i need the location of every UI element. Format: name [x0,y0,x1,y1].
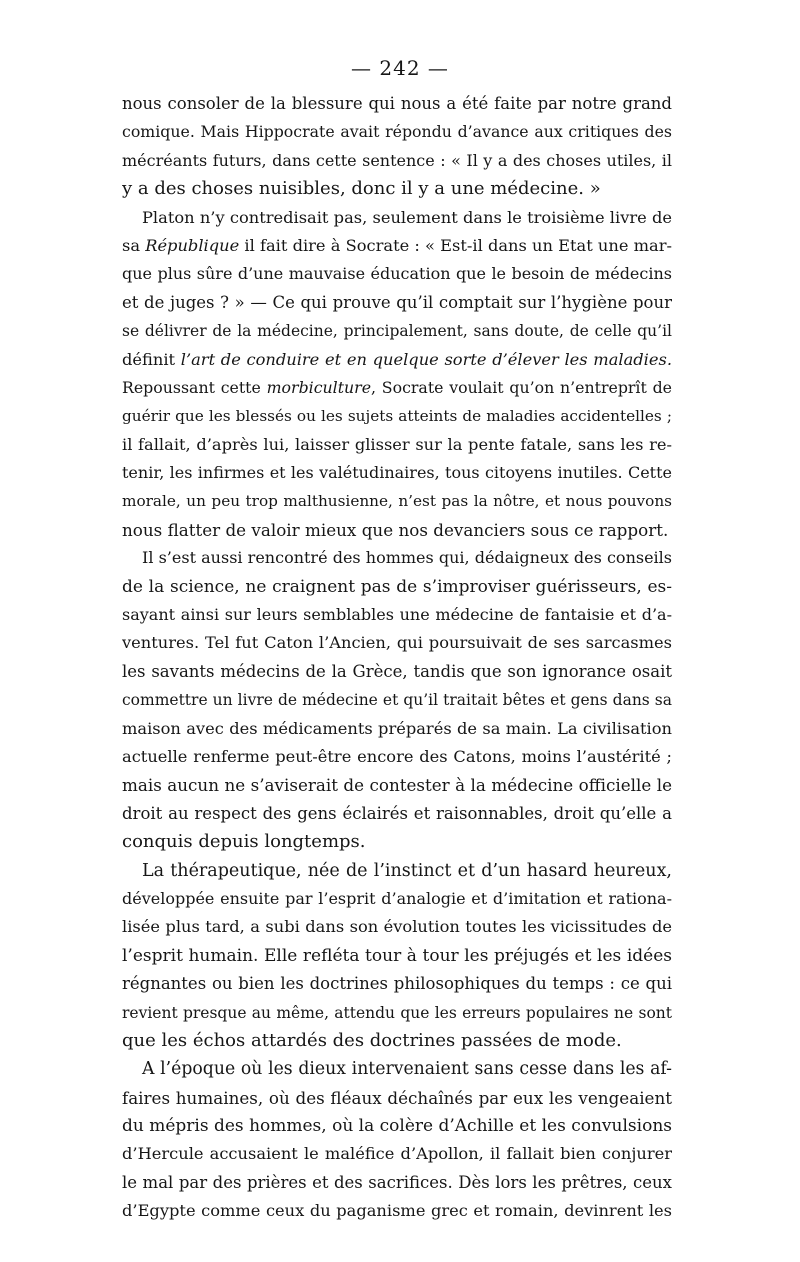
text-line: l’esprit humain. Elle refléta tour à tour les préjugés et les idées [122,945,672,966]
text-line: faires humaines, où des fléaux déchaînés par eux les vengeaient [122,1087,672,1108]
text-line: sayant ainsi sur leurs semblables une médecine de fantaisie et d’a- [122,605,672,625]
text-line: mécréants futurs, dans cette sentence : « Il y a des choses utiles, il [122,150,672,170]
text-line: que plus sûre d’une mauvaise éducation que le besoin de médecins [122,264,672,284]
text-line: d’Hercule accusaient le maléfice d’Apollon, il fallait bien conjurer [122,1144,672,1164]
paragraph-first-line: Il s’est aussi rencontré des hommes qui, dédaigneux des conseils [142,548,672,568]
text-line: revient presque au même, attendu que les erreurs populaires ne sont [122,1003,672,1022]
text-line: lisée plus tard, a subi dans son évolution toutes les vicissitudes de [122,917,672,937]
text-line: ventures. Tel fut Caton l’Ancien, qui poursuivait de ses sarcasmes [122,633,672,653]
italic-quote: l’art de conduire et en quelque sorte d’élever les maladies. [180,349,672,369]
text-line: droit au respect des gens éclairés et raisonnables, droit qu’elle a [122,803,672,823]
text-line: se délivrer de la médecine, principalement, sans doute, de celle qu’il [122,322,672,341]
book-title-italic: République [145,235,240,255]
text-line: actuelle renferme peut-être encore des Catons, moins l’austérité ; [122,746,672,766]
paragraph-first-line: La thérapeutique, née de l’instinct et d’un hasard heureux, [142,860,672,881]
text-line: il fallait, d’après lui, laisser glisser sur la pente fatale, sans les re- [122,434,672,454]
text-line: conquis depuis longtemps. [122,831,366,853]
text-line: nous flatter de valoir mieux que nos devanciers sous ce rapport. [122,519,669,540]
text-line: nous consoler de la blessure qui nous a été faite par notre grand [122,94,672,113]
text-line: maison avec des médicaments préparés de sa main. La civilisation [122,718,672,738]
body-text [122,90,672,1226]
text-line: que les échos attardés des doctrines passées de mode. [122,1029,622,1051]
text-line: le mal par des prières et des sacrifices. Dès lors les prêtres, ceux [122,1172,672,1192]
text-line: y a des choses nuisibles, donc il y a une médecine. » [122,178,601,200]
text-line: régnantes ou bien les doctrines philosophiques du temps : ce qui [122,974,672,994]
paragraph-first-line: A l’époque où les dieux intervenaient sans cesse dans les af- [142,1059,672,1080]
text-line: d’Egypte comme ceux du paganisme grec et romain, devinrent les [122,1201,672,1221]
page-number: — 242 — [351,56,449,80]
text-line: les savants médecins de la Grèce, tandis que son ignorance osait [122,661,672,681]
text-line: Repoussant cette morbiculture, Socrate voulait qu’on n’entreprît de [122,377,672,397]
italic-term: morbiculture [266,377,372,397]
text-line: définit l’art de conduire et en quelque sorte d’élever les maladies. [122,349,672,369]
text-line: tenir, les infirmes et les valétudinaires, tous citoyens inutiles. Cette [122,463,672,483]
text-line: du mépris des hommes, où la colère d’Achille et les convulsions [122,1116,672,1137]
text-line: mais aucun ne s’aviserait de contester à la médecine officielle le [122,775,672,796]
text-line: commettre un livre de médecine et qu’il traitait bêtes et gens dans sa [122,691,672,710]
text-line: sa République il fait dire à Socrate : « Est-il dans un Etat une mar- [122,235,672,255]
text-line: développée ensuite par l’esprit d’analogie et d’imitation et rationa- [122,888,672,908]
text-line: guérir que les blessés ou les sujets atteints de maladies accidentelles ; [122,407,672,426]
text-line: et de juges ? » — Ce qui prouve qu’il comptait sur l’hygiène pour [122,292,672,312]
text-line: de la science, ne craignent pas de s’improviser guérisseurs, es- [122,576,672,597]
text-line: comique. Mais Hippocrate avait répondu d’avance aux critiques des [122,122,672,142]
paragraph-first-line: Platon n’y contredisait pas, seulement dans le troisième livre de [142,207,672,227]
text-line: morale, un peu trop malthusienne, n’est pas la nôtre, et nous pouvons [122,492,672,511]
